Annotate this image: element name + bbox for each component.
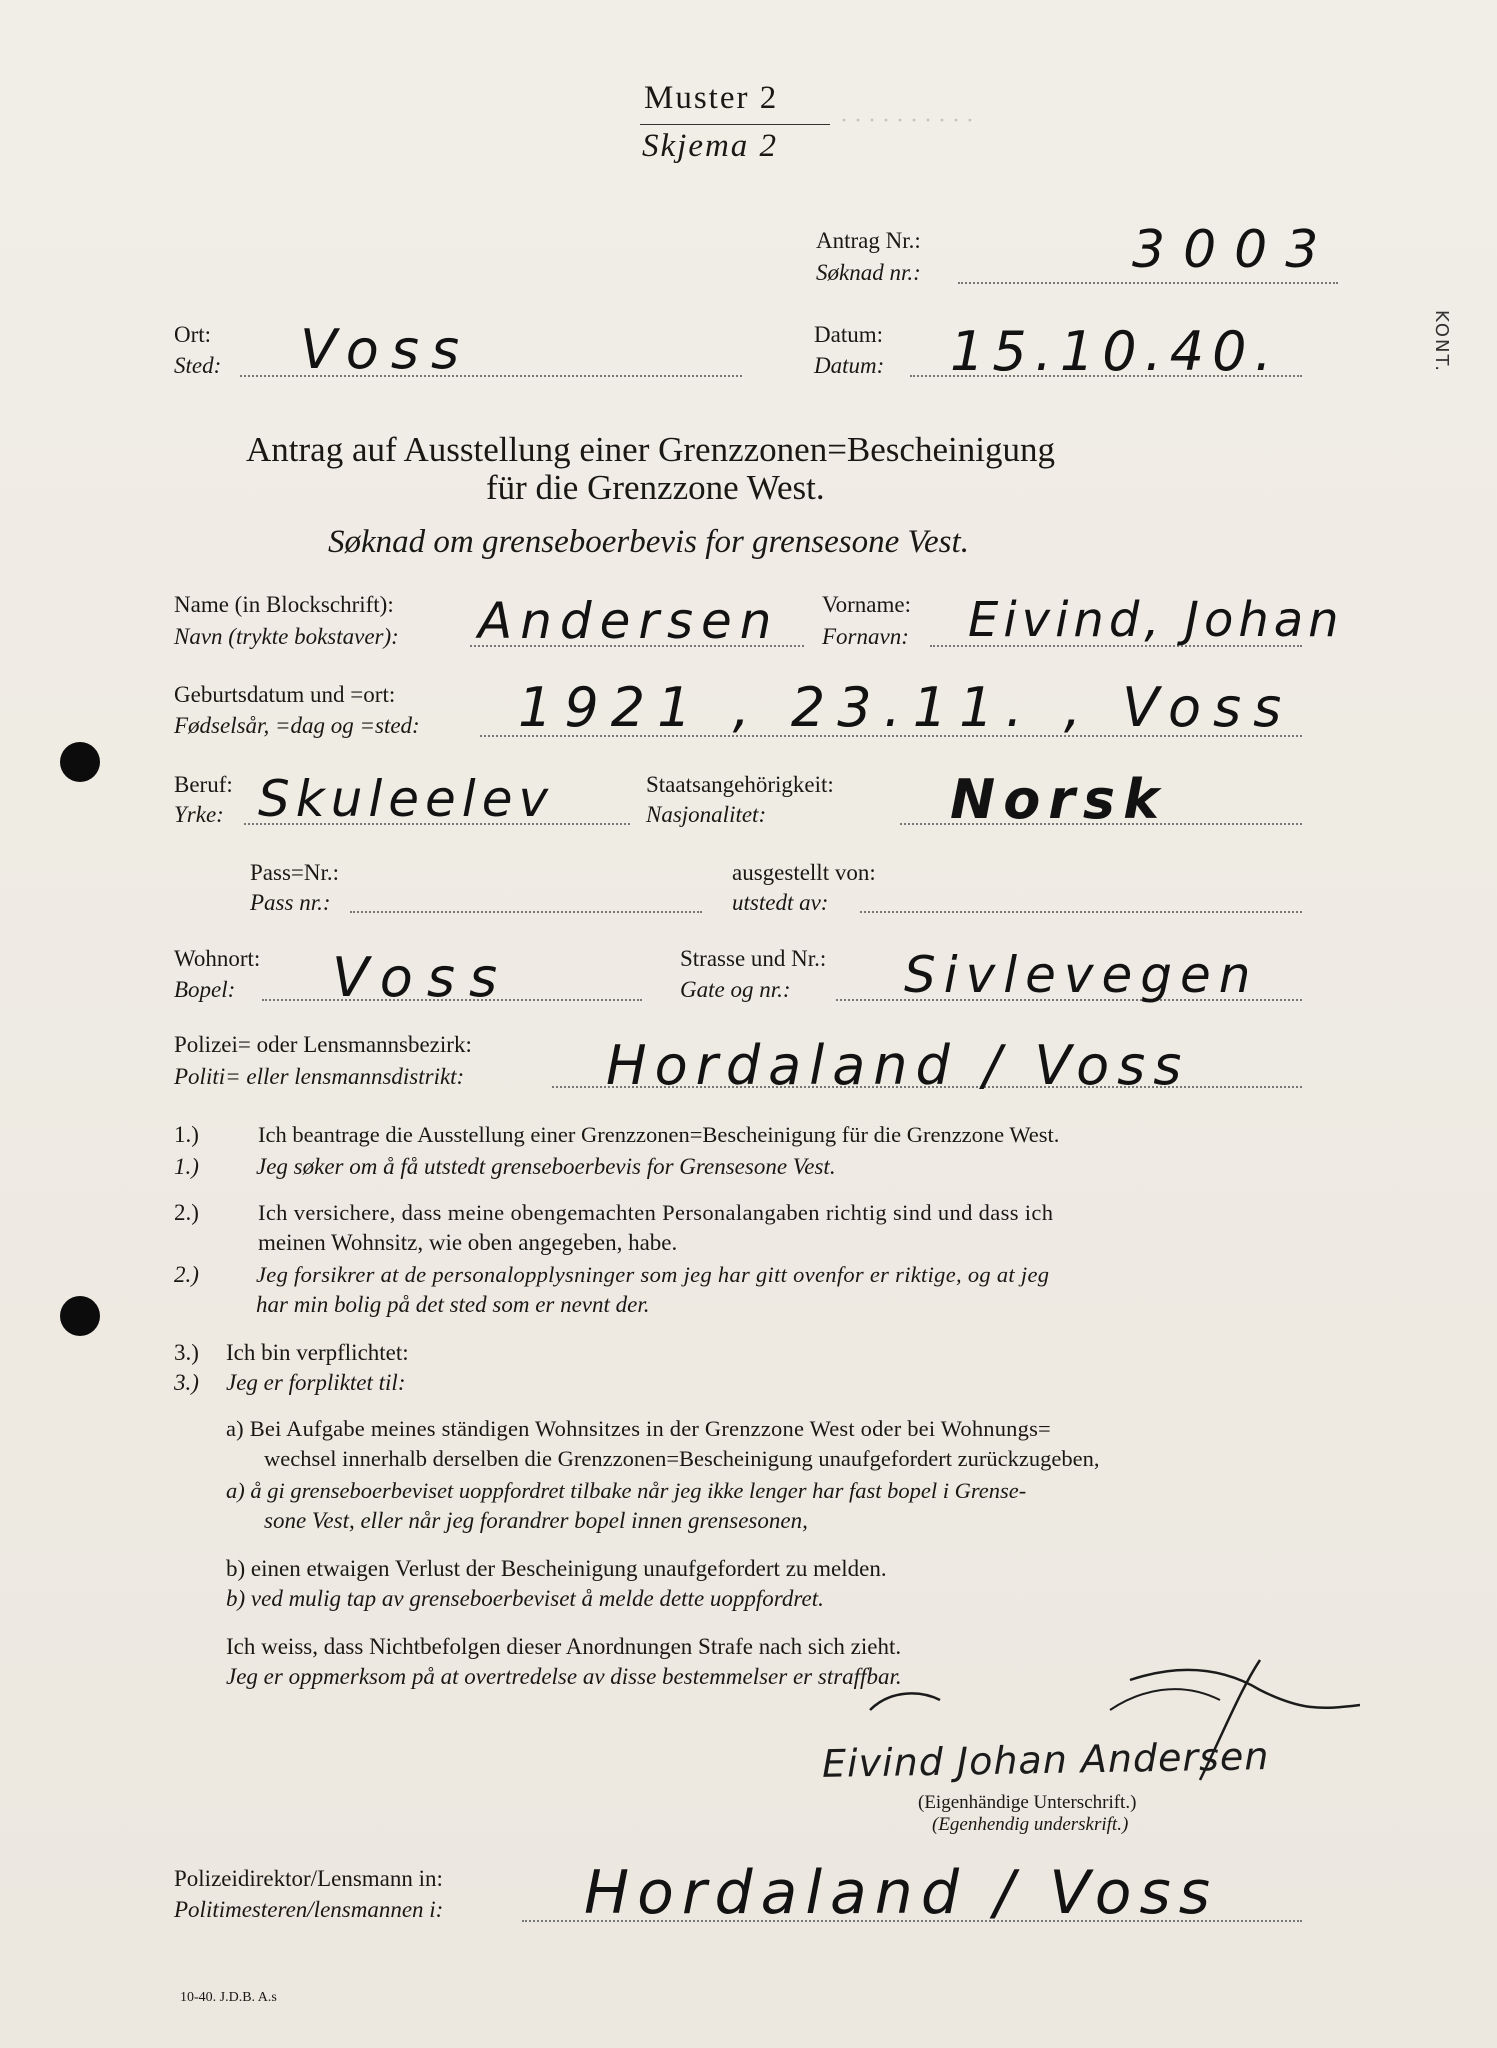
item-2-text-de-a: Ich versichere, dass meine obengemachten Personalangaben richtig sind und dass ich	[258, 1200, 1054, 1225]
residence-label-de: Wohnort:	[174, 946, 261, 971]
street-label-de: Strasse und Nr.:	[680, 946, 827, 971]
birth-label-no: Fødselsår, =dag og =sted:	[174, 713, 420, 738]
occupation-value: Skuleelev	[258, 770, 555, 828]
nationality-label-de: Staatsangehörigkeit:	[646, 772, 834, 797]
warning-text-de: Ich weiss, dass Nichtbefolgen dieser Anordnungen Strafe nach sich zieht.	[226, 1634, 902, 1659]
occupation-label-no: Yrke:	[174, 802, 224, 827]
place-label-no: Sted:	[174, 353, 222, 378]
police-label-de: Polizeidirektor/Lensmann in:	[174, 1866, 443, 1891]
signature: Eivind Johan Andersen	[821, 1734, 1270, 1786]
bleed-through-text: · · · · · · · · · ·	[840, 108, 974, 134]
birth-label-de: Geburtsdatum und =ort:	[174, 682, 396, 707]
item-3-number-de: 3.)	[174, 1340, 199, 1365]
item-2-number-no: 2.)	[174, 1262, 199, 1287]
occupation-label-de: Beruf:	[174, 772, 233, 797]
item-1-number-de: 1.)	[174, 1122, 199, 1147]
warning-text-no: Jeg er oppmerksom på at overtredelse av disse bestemmelser er straffbar.	[226, 1664, 902, 1689]
date-label-no: Datum:	[814, 353, 885, 378]
date-value: 15.10.40.	[950, 320, 1280, 383]
margin-stamp: KONT.	[1431, 310, 1452, 374]
item-1-number-no: 1.)	[174, 1154, 199, 1179]
issued-by-label-no: utstedt av:	[732, 890, 829, 915]
item-2-text-no-b: har min bolig på det sted som er nevnt der.	[256, 1292, 650, 1317]
application-no-line	[958, 282, 1338, 284]
nationality-value: Norsk	[950, 768, 1167, 831]
birth-value: 1921 , 23.11. , Voss	[518, 676, 1294, 739]
district-label-de: Polizei= oder Lensmannsbezirk:	[174, 1032, 472, 1057]
place-label-de: Ort:	[174, 322, 212, 347]
header-underline	[640, 124, 830, 125]
form-number-no: Skjema 2	[642, 128, 779, 164]
item-1-text-no: Jeg søker om å få utstedt grenseboerbevis for Grensesone Vest.	[256, 1154, 836, 1179]
firstname-label-de: Vorname:	[822, 592, 912, 617]
firstname-value: Eivind, Johan	[968, 592, 1344, 648]
item-a-text-de-2: wechsel innerhalb derselben die Grenzzonen=Bescheinigung unaufgefordert zurückzugeben,	[264, 1446, 1100, 1471]
name-value: Andersen	[478, 592, 780, 650]
title-de-line1: Antrag auf Ausstellung einer Grenzzonen=Bescheinigung	[246, 430, 1055, 469]
punch-hole-top	[60, 742, 100, 782]
issued-by-line	[860, 911, 1302, 913]
form-number-de: Muster 2	[644, 80, 779, 116]
police-value: Hordaland / Voss	[584, 1858, 1219, 1928]
residence-label-no: Bopel:	[174, 977, 236, 1002]
street-label-no: Gate og nr.:	[680, 977, 791, 1002]
issued-by-label-de: ausgestellt von:	[732, 860, 876, 885]
district-label-no: Politi= eller lensmannsdistrikt:	[174, 1064, 465, 1089]
signature-caption-de: (Eigenhändige Unterschrift.)	[918, 1792, 1137, 1813]
name-label-no: Navn (trykte bokstaver):	[174, 624, 399, 649]
item-2-text-no-a: Jeg forsikrer at de personalopplysninger som jeg har gitt ovenfor er riktige, og at jeg	[256, 1262, 1050, 1287]
application-no-value: 3003	[1132, 220, 1337, 280]
item-3-text-de: Ich bin verpflichtet:	[226, 1340, 409, 1365]
district-value: Hordaland / Voss	[606, 1034, 1190, 1097]
item-b-text-no: b) ved mulig tap av grenseboerbeviset å melde dette uoppfordret.	[226, 1586, 824, 1611]
application-no-label-no: Søknad nr.:	[816, 260, 921, 285]
item-1-text-de: Ich beantrage die Ausstellung einer Grenzzonen=Bescheinigung für die Grenzzone West.	[258, 1122, 1060, 1147]
item-a-text-de-1: a) Bei Aufgabe meines ständigen Wohnsitzes in der Grenzzone West oder bei Wohnungs=	[226, 1416, 1051, 1441]
title-no: Søknad om grenseboerbevis for grensesone Vest.	[328, 524, 969, 560]
passport-label-de: Pass=Nr.:	[250, 860, 340, 885]
firstname-label-no: Fornavn:	[822, 624, 909, 649]
signature-flourish	[800, 1650, 1360, 1790]
application-no-label-de: Antrag Nr.:	[816, 228, 921, 253]
street-value: Sivlevegen	[904, 946, 1259, 1004]
place-value: Voss	[300, 318, 472, 381]
item-b-text-de: b) einen etwaigen Verlust der Bescheinigung unaufgefordert zu melden.	[226, 1556, 887, 1581]
item-3-text-no: Jeg er forpliktet til:	[226, 1370, 406, 1395]
date-label-de: Datum:	[814, 322, 883, 347]
police-label-no: Politimesteren/lensmannen i:	[174, 1897, 444, 1922]
punch-hole-bottom	[60, 1296, 100, 1336]
item-a-text-no-2: sone Vest, eller når jeg forandrer bopel innen grensesonen,	[264, 1508, 808, 1533]
name-label-de: Name (in Blockschrift):	[174, 592, 394, 617]
printer-footer: 10-40. J.D.B. A.s	[180, 1990, 277, 2005]
signature-caption-no: (Egenhendig underskrift.)	[932, 1814, 1129, 1835]
item-2-text-de-b: meinen Wohnsitz, wie oben angegeben, habe.	[258, 1230, 678, 1255]
title-de-line2: für die Grenzzone West.	[486, 468, 825, 507]
item-2-number-de: 2.)	[174, 1200, 199, 1225]
nationality-label-no: Nasjonalitet:	[646, 802, 767, 827]
item-3-number-no: 3.)	[174, 1370, 199, 1395]
passport-label-no: Pass nr.:	[250, 890, 331, 915]
residence-value: Voss	[332, 946, 512, 1009]
item-a-text-no-1: a) å gi grenseboerbeviset uoppfordret tilbake når jeg ikke lenger har fast bopel i Grense-	[226, 1478, 1027, 1503]
passport-line	[350, 911, 702, 913]
